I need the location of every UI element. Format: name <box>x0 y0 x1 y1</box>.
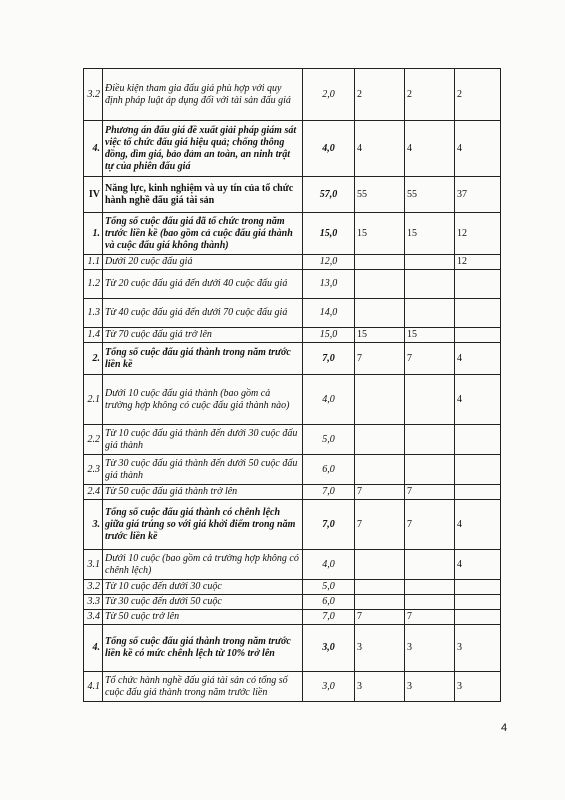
score-col-1 <box>355 550 405 580</box>
score-col-1: 55 <box>355 177 405 213</box>
score-col-1: 7 <box>355 610 405 625</box>
row-number: 2.2 <box>84 425 103 455</box>
table-row <box>84 299 501 328</box>
table-row <box>84 121 501 177</box>
score-col-1 <box>355 299 405 328</box>
criterion-description: Tổng số cuộc đấu giá thành trong năm trước liền kề <box>103 343 303 375</box>
criterion-description: Tổng số cuộc đấu giá thành có chênh lệch giữa giá trúng so với giá khởi điểm trong năm trước liền kề <box>103 500 303 550</box>
criterion-description: Từ 50 cuộc đấu giá thành trở lên <box>103 485 303 500</box>
score-col-2 <box>405 425 455 455</box>
row-number: 4.1 <box>84 672 103 702</box>
score-col-3: 4 <box>455 121 501 177</box>
table-row <box>84 343 501 375</box>
table-row <box>84 328 501 343</box>
score-col-2 <box>405 299 455 328</box>
table-row <box>84 425 501 455</box>
score-col-1: 15 <box>355 213 405 255</box>
score-col-1 <box>355 580 405 595</box>
row-number: 2.3 <box>84 455 103 485</box>
score-col-2 <box>405 595 455 610</box>
max-score: 12,0 <box>303 255 355 270</box>
row-number: 1. <box>84 213 103 255</box>
score-col-3: 37 <box>455 177 501 213</box>
score-col-3: 2 <box>455 69 501 121</box>
score-col-1 <box>355 595 405 610</box>
row-number: 1.3 <box>84 299 103 328</box>
max-score: 4,0 <box>303 375 355 425</box>
row-number: 3.1 <box>84 550 103 580</box>
score-col-3: 4 <box>455 500 501 550</box>
score-col-1 <box>355 270 405 299</box>
score-col-3 <box>455 485 501 500</box>
row-number: 1.4 <box>84 328 103 343</box>
score-col-2 <box>405 270 455 299</box>
table-row <box>84 177 501 213</box>
max-score: 7,0 <box>303 500 355 550</box>
table-row <box>84 580 501 595</box>
max-score: 4,0 <box>303 550 355 580</box>
score-col-1: 2 <box>355 69 405 121</box>
score-col-3 <box>455 580 501 595</box>
criterion-description: Dưới 10 cuộc đấu giá thành (bao gồm cả trường hợp không có cuộc đấu giá thành nào) <box>103 375 303 425</box>
score-col-3: 3 <box>455 672 501 702</box>
max-score: 14,0 <box>303 299 355 328</box>
criterion-description: Từ 10 cuộc đấu giá thành đến dưới 30 cuộc đấu giá thành <box>103 425 303 455</box>
criterion-description: Từ 70 cuộc đấu giá trở lên <box>103 328 303 343</box>
max-score: 7,0 <box>303 485 355 500</box>
score-col-1: 3 <box>355 625 405 672</box>
max-score: 3,0 <box>303 672 355 702</box>
score-col-2 <box>405 580 455 595</box>
table-row <box>84 213 501 255</box>
table-row <box>84 69 501 121</box>
page-number: 4 <box>501 722 508 734</box>
criterion-description: Từ 30 cuộc đến dưới 50 cuộc <box>103 595 303 610</box>
score-col-2: 7 <box>405 485 455 500</box>
max-score: 15,0 <box>303 213 355 255</box>
score-col-2: 15 <box>405 213 455 255</box>
table-row <box>84 672 501 702</box>
score-col-3 <box>455 270 501 299</box>
row-number: 3.2 <box>84 580 103 595</box>
max-score: 5,0 <box>303 425 355 455</box>
row-number: 3. <box>84 500 103 550</box>
table-row <box>84 455 501 485</box>
score-col-2 <box>405 550 455 580</box>
score-col-2 <box>405 375 455 425</box>
criterion-description: Dưới 20 cuộc đấu giá <box>103 255 303 270</box>
score-col-3: 3 <box>455 625 501 672</box>
table-row <box>84 270 501 299</box>
max-score: 6,0 <box>303 595 355 610</box>
criterion-description: Năng lực, kinh nghiệm và uy tín của tổ chức hành nghề đấu giá tài sản <box>103 177 303 213</box>
table-row <box>84 255 501 270</box>
criterion-description: Từ 20 cuộc đấu giá đến dưới 40 cuộc đấu giá <box>103 270 303 299</box>
score-col-2: 4 <box>405 121 455 177</box>
criterion-description: Tổ chức hành nghề đấu giá tài sản có tổng số cuộc đấu giá thành trong năm trước liền <box>103 672 303 702</box>
score-col-1 <box>355 425 405 455</box>
max-score: 57,0 <box>303 177 355 213</box>
max-score: 4,0 <box>303 121 355 177</box>
criterion-description: Từ 50 cuộc trở lên <box>103 610 303 625</box>
score-col-2 <box>405 455 455 485</box>
score-col-3: 4 <box>455 550 501 580</box>
table-row <box>84 485 501 500</box>
score-col-3 <box>455 425 501 455</box>
score-col-1 <box>355 255 405 270</box>
criterion-description: Điều kiện tham gia đấu giá phù hợp với quy định pháp luật áp dụng đối với tài sản đấu giá <box>103 69 303 121</box>
max-score: 3,0 <box>303 625 355 672</box>
row-number: 3.4 <box>84 610 103 625</box>
score-col-3: 12 <box>455 255 501 270</box>
row-number: 2.1 <box>84 375 103 425</box>
score-col-1: 7 <box>355 485 405 500</box>
max-score: 7,0 <box>303 610 355 625</box>
criterion-description: Từ 30 cuộc đấu giá thành đến dưới 50 cuộc đấu giá thành <box>103 455 303 485</box>
criterion-description: Phương án đấu giá đề xuất giải pháp giám sát việc tổ chức đấu giá hiệu quả; chống thông đồng, dìm giá, bảo đảm an toàn, an ninh trật tự của phiên đấu giá <box>103 121 303 177</box>
score-col-3: 4 <box>455 375 501 425</box>
table-row <box>84 595 501 610</box>
score-col-2: 55 <box>405 177 455 213</box>
score-col-3 <box>455 610 501 625</box>
row-number: 1.2 <box>84 270 103 299</box>
criterion-description: Tổng số cuộc đấu giá thành trong năm trước liền kề có mức chênh lệch từ 10% trở lên <box>103 625 303 672</box>
table-row <box>84 625 501 672</box>
criterion-description: Dưới 10 cuộc (bao gồm cả trường hợp không có chênh lệch) <box>103 550 303 580</box>
row-number: 3.2 <box>84 69 103 121</box>
score-col-1: 7 <box>355 500 405 550</box>
table-row <box>84 500 501 550</box>
max-score: 2,0 <box>303 69 355 121</box>
score-col-2 <box>405 255 455 270</box>
score-col-2: 7 <box>405 343 455 375</box>
max-score: 5,0 <box>303 580 355 595</box>
row-number: 2.4 <box>84 485 103 500</box>
criterion-description: Từ 10 cuộc đến dưới 30 cuộc <box>103 580 303 595</box>
max-score: 13,0 <box>303 270 355 299</box>
score-col-3 <box>455 299 501 328</box>
score-col-1: 15 <box>355 328 405 343</box>
row-number: 4. <box>84 625 103 672</box>
score-col-3 <box>455 455 501 485</box>
score-col-1: 7 <box>355 343 405 375</box>
criterion-description: Tổng số cuộc đấu giá đã tổ chức trong năm trước liền kề (bao gồm cả cuộc đấu giá thành và cuộc đấu giá không thành) <box>103 213 303 255</box>
score-col-1: 3 <box>355 672 405 702</box>
row-number: 3.3 <box>84 595 103 610</box>
score-col-1: 4 <box>355 121 405 177</box>
score-col-2: 15 <box>405 328 455 343</box>
table-row <box>84 375 501 425</box>
scoring-table-body <box>84 69 501 702</box>
score-col-2: 2 <box>405 69 455 121</box>
row-number: 4. <box>84 121 103 177</box>
table-row <box>84 610 501 625</box>
criterion-description: Từ 40 cuộc đấu giá đến dưới 70 cuộc đấu giá <box>103 299 303 328</box>
row-number: 1.1 <box>84 255 103 270</box>
score-col-2: 3 <box>405 625 455 672</box>
row-number: 2. <box>84 343 103 375</box>
score-col-2: 7 <box>405 500 455 550</box>
score-col-3: 12 <box>455 213 501 255</box>
score-col-1 <box>355 455 405 485</box>
score-col-3 <box>455 595 501 610</box>
score-col-3: 4 <box>455 343 501 375</box>
score-col-2: 3 <box>405 672 455 702</box>
max-score: 6,0 <box>303 455 355 485</box>
row-number: IV <box>84 177 103 213</box>
max-score: 15,0 <box>303 328 355 343</box>
score-col-1 <box>355 375 405 425</box>
max-score: 7,0 <box>303 343 355 375</box>
score-col-2: 7 <box>405 610 455 625</box>
scoring-table <box>83 68 501 702</box>
score-col-3 <box>455 328 501 343</box>
table-row <box>84 550 501 580</box>
